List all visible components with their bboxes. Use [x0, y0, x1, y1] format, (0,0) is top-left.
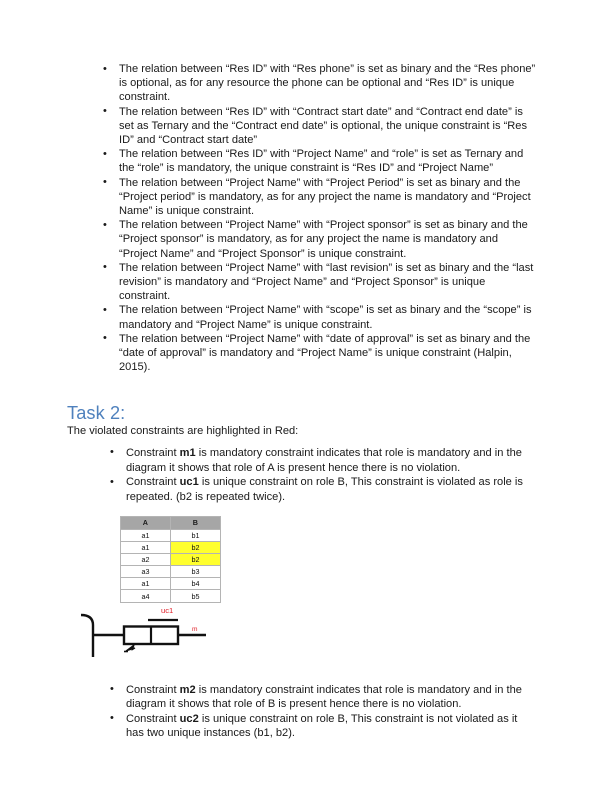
page-title: Task 2:: [67, 403, 126, 424]
relation-descriptions-list: [94, 62, 536, 374]
constraint-term: uc2: [179, 712, 199, 725]
constraint-term: m2: [179, 683, 196, 696]
constraint-prefix: Constraint: [126, 446, 180, 459]
cell-a: a4: [121, 590, 171, 602]
cell-b: b5: [171, 590, 221, 602]
cell-b-highlighted: b2: [171, 541, 221, 553]
list-item: • The relation between “Project Name” with “Project Period” is set as binary and the “Project period” is mandatory, as for any project the name is mandatory and “Project Name” is unique constraint.: [94, 176, 536, 219]
list-item: • The relation between “Res ID” with “Contract start date” and “Contract end date” is set as Ternary and the “Contract end date” is optional, the unique constraint is “Res ID” and “Contract start date”: [94, 105, 536, 148]
list-item: • The relation between “Res ID” with “Res phone” is set as binary and the “Res phone” is optional, as for any resource the phone can be optional and “Res ID” is unique constraint.: [94, 62, 536, 105]
column-header-a: A: [121, 517, 171, 529]
mandatory-constraint-label: m: [192, 625, 198, 633]
cell-b: b1: [171, 529, 221, 541]
constraint-term: m1: [179, 446, 196, 459]
uniqueness-constraint-label: uc1: [161, 605, 174, 615]
task2-intro-text: The violated constraints are highlighted in Red:: [67, 425, 299, 438]
cell-b: b3: [171, 566, 221, 578]
table-body: [121, 529, 221, 602]
list-item: • The relation between “Project Name” with “date of approval” is set as binary and the “date of approval” is mandatory and “Project Name” is unique constraint (Halpin, 2015).: [94, 332, 536, 375]
cell-a: a1: [121, 529, 171, 541]
object-type-bracket-icon: [81, 615, 93, 657]
column-header-b: B: [171, 517, 221, 529]
constraint-list-after-diagram: [101, 683, 531, 741]
fact-population-table: [120, 516, 221, 602]
constraint-prefix: Constraint: [126, 683, 180, 696]
table-header: [121, 517, 221, 529]
table-row: [121, 566, 221, 578]
table-row: [121, 541, 221, 553]
cell-b: b4: [171, 578, 221, 590]
constraint-suffix: is mandatory constraint indicates that role is mandatory and in the diagram it shows that role of A is present hence there is no violation.: [126, 446, 522, 474]
fact-table-wrapper: [120, 516, 550, 602]
constraint-suffix: is mandatory constraint indicates that role is mandatory and in the diagram it shows that role of B is present hence there is no violation.: [126, 683, 522, 711]
constraint-prefix: Constraint: [126, 712, 180, 725]
constraint-prefix: Constraint: [126, 476, 180, 489]
list-item: • The relation between “Project Name” with “scope” is set as binary and the “scope” is mandatory and “Project Name” is unique constraint.: [94, 303, 536, 331]
list-item: [101, 446, 531, 475]
spacer: [67, 374, 550, 402]
list-item-violated: [101, 475, 531, 504]
orm-diagram-svg: [75, 607, 335, 663]
mandatory-role-marker-icon: [126, 645, 135, 651]
cell-a: a2: [121, 553, 171, 565]
constraint-suffix: is unique constraint on role B, This constraint is violated as role is repeated. (b2 is repeated twice).: [126, 476, 523, 503]
table-row: [121, 590, 221, 602]
list-item: • The relation between “Res ID” with “Project Name” and “role” is set as Ternary and the “role” is mandatory, the unique constraint is “Res ID” and “Project Name”: [94, 147, 536, 175]
table-row: [121, 529, 221, 541]
list-item: • The relation between “Project Name” with “last revision” is set as binary and the “last revision” is mandatory and “Project Name” and “Project Sponsor” is unique constraint.: [94, 261, 536, 304]
list-item: • The relation between “Project Name” with “Project sponsor” is set as binary and the “Project sponsor” is mandatory, as for any project the name is mandatory and “Project Name” and “Project Sponsor” is unique constraint.: [94, 218, 536, 261]
cell-b-highlighted: b2: [171, 553, 221, 565]
orm-diagram: [75, 607, 335, 663]
spacer: [67, 663, 550, 683]
spacer: [67, 439, 550, 446]
table-row: [121, 553, 221, 565]
cell-a: a3: [121, 566, 171, 578]
spacer: [67, 504, 550, 516]
constraint-list-before-diagram: [101, 446, 531, 504]
table-row: [121, 578, 221, 590]
list-item: [101, 683, 531, 712]
table-header-row: [121, 517, 221, 529]
constraint-term: uc1: [179, 476, 199, 489]
constraint-suffix: is unique constraint on role B, This constraint is not violated as it has two unique instances (b1, b2).: [126, 712, 518, 740]
list-item: [101, 712, 531, 741]
cell-a: a1: [121, 541, 171, 553]
cell-a: a1: [121, 578, 171, 590]
